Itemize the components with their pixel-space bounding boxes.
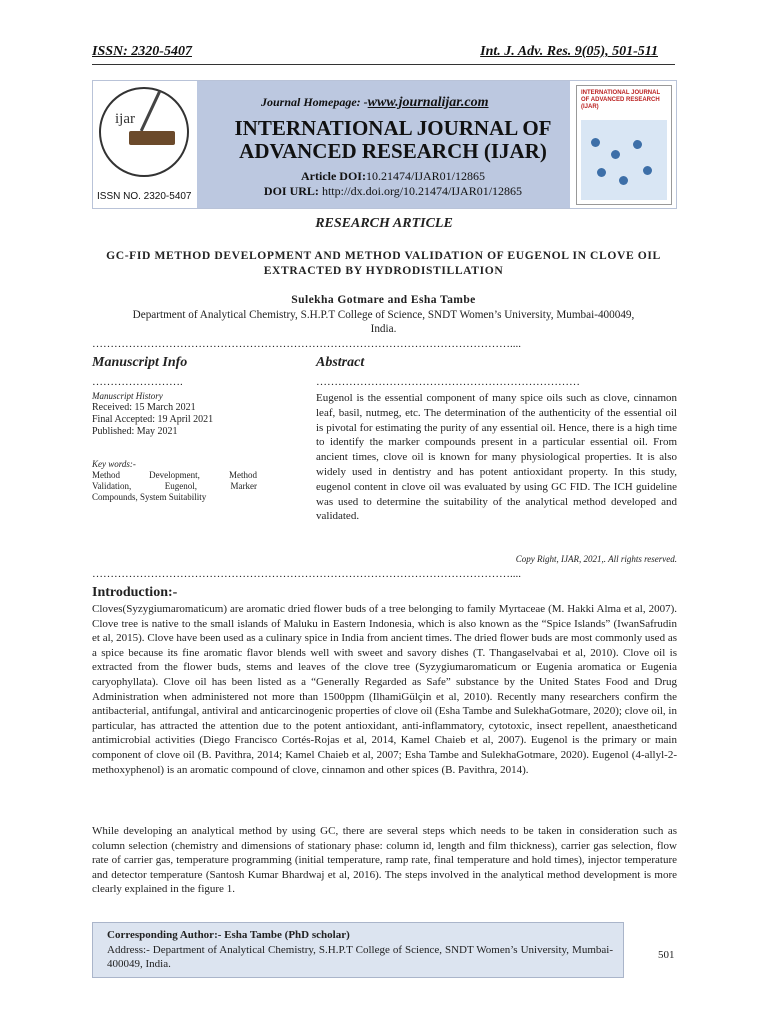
header-issn: ISSN: 2320-5407 (92, 44, 192, 59)
doi-url-link[interactable]: http://dx.doi.org/10.21474/IJAR01/12865 (321, 184, 523, 198)
manuscript-history: Manuscript History Received: 15 March 2021 Final Accepted: 19 April 2021 Published: May 2021 (92, 391, 214, 437)
journal-banner (92, 80, 677, 209)
article-title: GC-FID METHOD DEVELOPMENT AND METHOD VALIDATION OF EUGENOL IN CLOVE OIL EXTRACTED BY HYDRODISTILLATION (106, 249, 661, 277)
molecule-node-icon (643, 166, 652, 175)
journal-cover-panel (570, 81, 676, 208)
journal-logo-panel (93, 81, 197, 208)
doi-value: 10.21474/IJAR01/12865 (365, 169, 485, 183)
molecule-image (581, 120, 667, 200)
article-authors: Sulekha Gotmare and Esha Tambe (291, 293, 476, 306)
dotted-separator: …………………………………………………………………………………………………….... (92, 568, 521, 580)
corresponding-author-heading: Corresponding Author:- Esha Tambe (PhD scholar) (107, 929, 350, 941)
molecule-node-icon (611, 150, 620, 159)
header-citation: Int. J. Adv. Res. 9(05), 501-511 (480, 44, 658, 59)
journal-homepage: Journal Homepage: -www.journalijar.com (261, 95, 489, 110)
manuscript-info-heading: Manuscript Info (92, 355, 188, 370)
introduction-heading: Introduction:- (92, 585, 178, 600)
molecule-node-icon (597, 168, 606, 177)
abstract-text: Eugenol is the essential component of many spice oils such as clove, cinnamon leaf, basil, nutmeg, etc. The determination of the authenticity of the essential oil is pivotal for estimating the purity of any essential oil. Hence, there is a high time to identify the marker compounds present in a particular essential oil. From ancient times, clove oil is known for many physiological properties. It is also widely used in dentistry and has potent antioxidant property. In this study, eugenol content in clove oil was evaluated by using GC FID. The ICH guideline was used to determine the suitability of the analytical method developed and validated. (316, 392, 677, 523)
keywords: Key words:- Method Development, Method Validation, Eugenol, Marker Compounds, System Suitability (92, 459, 257, 502)
copyright-notice: Copy Right, IJAR, 2021,. All rights reserved. (515, 554, 677, 564)
author-affiliation: Department of Analytical Chemistry, S.H.P.T College of Science, SNDT Women’s University, Mumbai-400049, India. (132, 309, 635, 335)
abstract-heading: Abstract (316, 355, 365, 370)
article-type: RESEARCH ARTICLE (315, 216, 453, 231)
corresponding-author-address: Address:- Department of Analytical Chemistry, S.H.P.T College of Science, SNDT Women’s University, Mumbai-400049, India. (107, 944, 613, 970)
homepage-link[interactable]: www.journalijar.com (367, 95, 489, 110)
introduction-paragraph-2: While developing an analytical method by using GC, there are several steps which needs to be taken in consideration such as column selection (chemistry and dimensions of stationary phase: column id, length and film thickness), carrier gas selection, flow rate of carrier gas, temperature programming (initial temperature, ramp rate, final temperature and hold times), injector temperature and detector temperature (Santosh Kumar Bhardwaj et al, 2016). The steps involved in the analytical method development is more clearly explained in the figure 1. (92, 825, 677, 896)
journal-cover-thumbnail (576, 85, 672, 205)
journal-title: INTERNATIONAL JOURNAL OF ADVANCED RESEARCH (IJAR) (234, 116, 552, 163)
page-number: 501 (658, 949, 675, 961)
logo-text: ijar (115, 111, 135, 127)
dotted-separator: ……………………. (92, 376, 183, 388)
molecule-node-icon (633, 140, 642, 149)
molecule-node-icon (619, 176, 628, 185)
logo-issn: ISSN NO. 2320-5407 (97, 191, 192, 202)
molecule-node-icon (591, 138, 600, 147)
header-rule (92, 64, 675, 65)
dotted-separator: …………………………………………………………………………………………………….... (92, 338, 521, 350)
doi-block: Article DOI:10.21474/IJAR01/12865 DOI URL: http://dx.doi.org/10.21474/IJAR01/12865 (263, 169, 523, 198)
introduction-paragraph-1: Cloves(Syzygiumaromaticum) are aromatic dried flower buds of a tree belonging to family Myrtaceae (M. Hakki Alma et al, 2007). Clove tree is native to the small islands of Maluku in Eastern Indonesia, which is also known as the “Spice Islands” (IwanSafrudin et al, 2015). Clove have been used as a culinary spice in India from ancient times. The dried flower buds are most commonly used as a spice because its fine aromatic flavor blends well with sweet and savory dishes (T. Thangaselvabai et al, 2010). Clove oil is extracted from the flower buds, stems and leaves of the clove tree (Syzygiumaromaticum or Eugenia aromatica or Eugenia caryophyllata). Clove oil has been listed as a “Generally Regarded as Safe” substance by the United States Food and Drug Administration when administered not more than 1500ppm (IlhamiGülçin et al, 2010). Recently many researchers confirm the antibacterial, antifungal, antiviral and anticarcinogenic properties of clove oil (Esha Tambe and SulekhaGotmare, 2020); clove oil, in particular, has attracted the attention due to the potent antioxidant, anti-inflammatory, cytotoxic, insect repellent, anaestheticand antimicrobial activities (Diego Francisco Cortés-Rojas et al, 2014, Kamel Chaieb et al, 2007). Eugenol is the primary or main component of clove oil (B. Pavithra, 2014; Kamel Chaieb et al, 2007; Esha Tambe and SulekhaGotmare, 2020). Eugenol (4-allyl-2-methoxyphenol) is an aromatic compound of clove, cinnamon and other spices (B. Pavithra, 2014). (92, 603, 677, 776)
dotted-separator: ……………………………………………………………… (316, 376, 580, 388)
corresponding-author-box (92, 922, 624, 978)
book-icon (129, 131, 175, 145)
cover-title: INTERNATIONAL JOURNAL OF ADVANCED RESEARCH (IJAR) (581, 90, 661, 110)
